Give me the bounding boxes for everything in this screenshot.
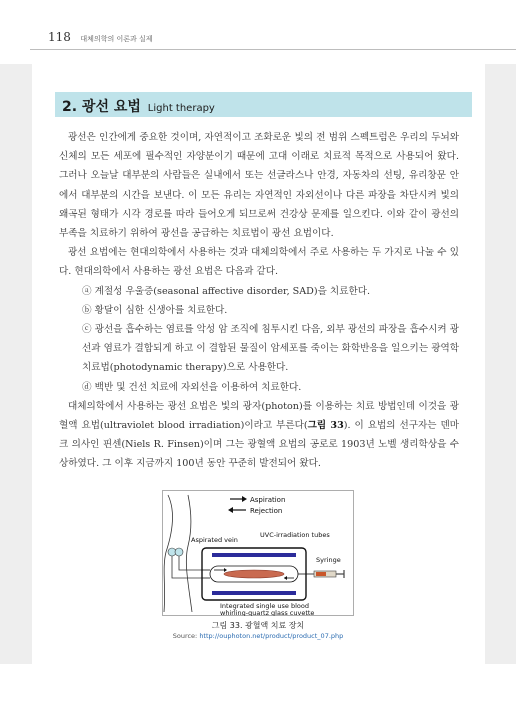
list-item: ⓑ 황달이 심한 신생아를 치료한다. — [82, 304, 228, 316]
source-label: Source: — [172, 632, 200, 640]
section-title-ko: 2. 광선 요법 — [62, 99, 141, 115]
label-cuvette-line2: whirling-quartz glass cuvette — [220, 609, 315, 616]
legend-aspiration-label: Aspiration — [250, 496, 286, 504]
body-text — [59, 128, 459, 474]
header-rule — [30, 49, 516, 50]
list-item-text: ⓒ 광선을 흡수하는 염료를 악성 암 조직에 침투시킨 다음, 외부 광선의 파장을 흡수시켜 광선과 염료가 결합되게 하고 이 결합된 물질이 암세포를 죽이는 화학반응을 일으키는 광역학 치료법(photodynamic therapy)으로 사용한다. — [82, 324, 459, 374]
page-header — [48, 30, 152, 44]
paragraph-text: 대체의학에서 사용하는 광선 요법은 빛의 광자(photon)를 이용하는 치료 방법인데 이것을 광혈액 요법(ultraviolet blood irradiation)이라고 부른다( — [59, 400, 459, 432]
page-number: 118 — [48, 30, 71, 44]
source-link[interactable]: http://ouphoton.net/product/product_07.php — [199, 632, 344, 640]
vein-icon — [175, 548, 183, 556]
paragraph-text: ). 이 요법의 선구자는 덴마크 의사인 핀센(Niels R. Finsen)이며 그는 광혈액 요법의 공로로 1903년 노벨 생리학상을 수상하였다. 그 이후 지금까지 100년 동안 꾸준히 발전되어 왔다. — [59, 420, 459, 470]
list-item: ⓓ 백반 및 건선 치료에 자외선을 이용하여 치료한다. — [82, 381, 302, 393]
legend-rejection-label: Rejection — [250, 507, 283, 515]
uvc-tube-top — [212, 553, 296, 557]
paragraph — [59, 397, 459, 474]
section-title-en: Light therapy — [147, 103, 215, 114]
list-item — [59, 320, 459, 378]
uvc-tube-bottom — [212, 591, 296, 595]
figure-caption: 그림 33. 광혈액 치료 장치 — [211, 621, 305, 630]
label-syringe: Syringe — [316, 556, 341, 564]
figure-source — [0, 632, 516, 640]
paragraph: 광선은 인간에게 중요한 것이며, 자연적이고 조화로운 빛의 전 범위 스펙트럼은 우리의 두뇌와 신체의 모든 세포에 필수적인 자양분이기 때문에 고대 이래로 치료적 목적으로 사용되어 왔다. 그러나 오늘날 대부분의 사람들은 실내에서 또는 선글라스나 안경, 자동차의 선팅, 유리창문 안에서 대부분의 시간을 보낸다. 이 모든 유리는 자연적인 자외선이나 다른 파장을 차단시켜 빛의 왜곡된 형태가 시각 경로를 따라 들어오게 되므로써 건강상 문제를 일으킨다. 이와 같이 광선의 부족을 치료하기 위하여 광선을 공급하는 치료법이 광선 요법이다. — [59, 132, 459, 240]
running-title: 대체의학의 이론과 실제 — [80, 35, 153, 43]
label-uvc-tubes: UVC-irradiation tubes — [260, 531, 330, 539]
blood-lamp — [224, 570, 284, 578]
figure-reference: 그림 33 — [307, 420, 344, 432]
section-heading — [62, 96, 215, 116]
figure-33-diagram — [162, 490, 354, 616]
list-item: ⓐ 계절성 우울증(seasonal affective disorder, SAD)을 치료한다. — [82, 285, 371, 297]
label-aspirated-vein: Aspirated vein — [191, 536, 238, 544]
label-cuvette-line1: Integrated single use blood — [220, 602, 309, 610]
paragraph: 광선 요법에는 현대의학에서 사용하는 것과 대체의학에서 주로 사용하는 두 가지로 나눌 수 있다. 현대의학에서 사용하는 광선 요법은 다음과 같다. — [59, 247, 459, 278]
